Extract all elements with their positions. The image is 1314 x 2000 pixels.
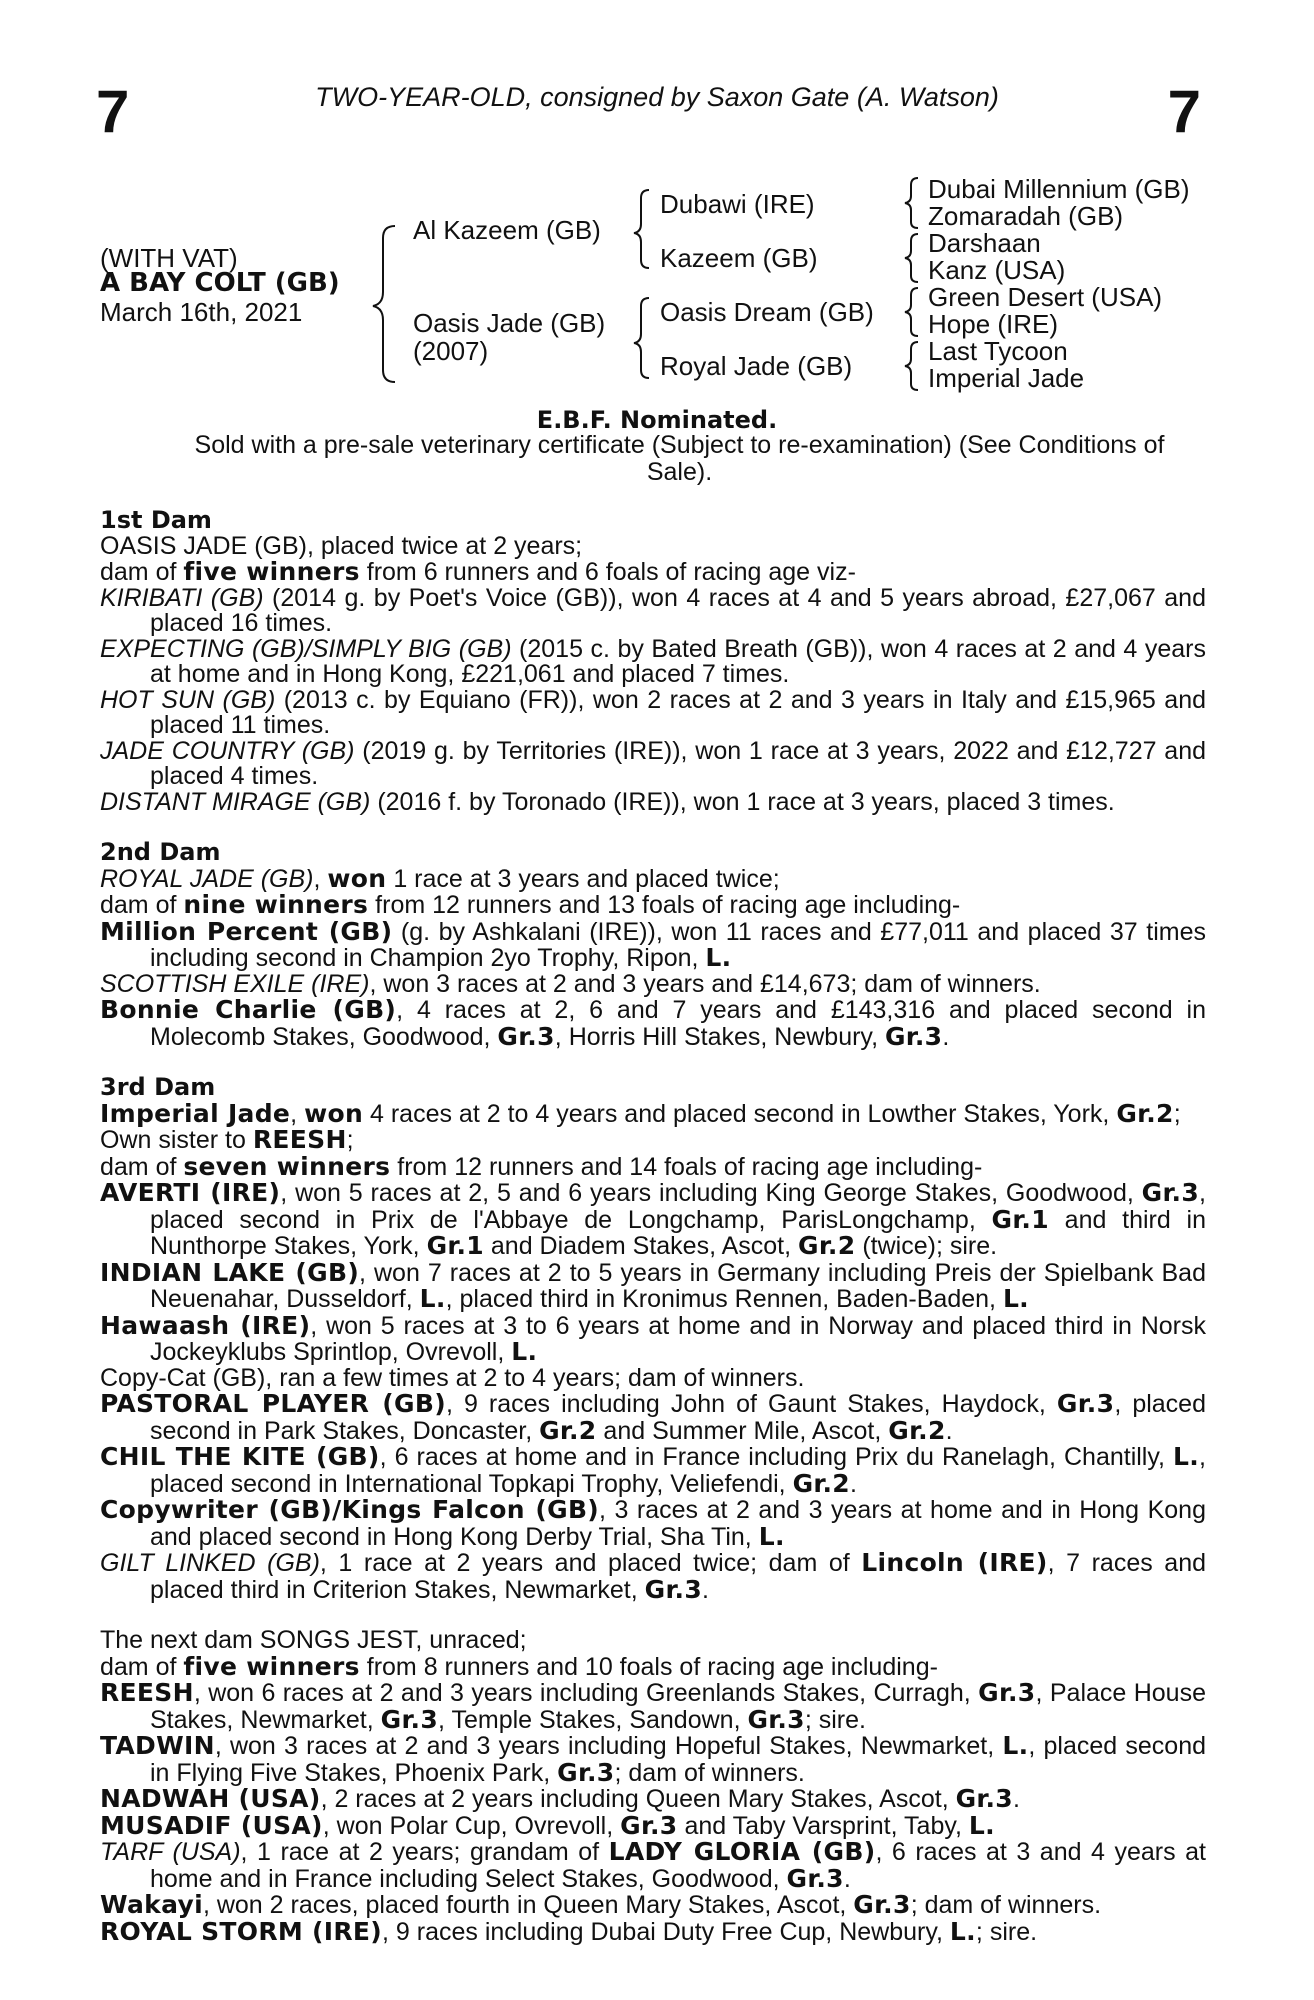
produce-entry: CHIL THE KITE (GB), 6 races at home and in France including Prix du Ranelagh, Chantilly, L., placed second in International Topkapi Trophy, Veliefendi, Gr.2. — [100, 1442, 1206, 1498]
second-dam-heading: 2nd Dam — [100, 838, 221, 866]
produce-entry: DISTANT MIRAGE (GB) (2016 f. by Toronado (IRE)), won 1 race at 3 years, placed 3 times. — [100, 787, 1115, 816]
pedigree-sire-sire: Dubawi (IRE) — [660, 189, 815, 219]
pedigree-ddd: Imperial Jade — [928, 363, 1085, 393]
lot-number-left: 7 — [96, 78, 130, 145]
pedigree-dam-dam: Royal Jade (GB) — [660, 351, 853, 381]
produce-entry: KIRIBATI (GB) (2014 g. by Poet's Voice (GB)), won 4 races at 4 and 5 years abroad, £27,067 and placed 16 times. — [100, 583, 1206, 637]
ebf-nominated: E.B.F. Nominated. — [536, 406, 778, 434]
brace-dd — [905, 342, 918, 390]
pedigree-ssd: Zomaradah (GB) — [928, 201, 1124, 231]
foaling-date: March 16th, 2021 — [100, 297, 303, 327]
brace-sire — [634, 190, 649, 268]
next-dam-line: The next dam SONGS JEST, unraced; — [100, 1626, 527, 1654]
third-dam-line: Imperial Jade, won 4 races at 2 to 4 years and placed second in Lowther Stakes, York, Gr.2; — [100, 1098, 1181, 1128]
first-dam-line: OASIS JADE (GB), placed twice at 2 years; — [100, 531, 583, 560]
own-sister-line: Own sister to REESH; — [100, 1125, 354, 1154]
page-header: TWO-YEAR-OLD, consigned by Saxon Gate (A. Watson) — [315, 82, 999, 112]
pedigree-dsd: Hope (IRE) — [928, 309, 1059, 339]
pedigree-sdd: Kanz (USA) — [928, 255, 1066, 285]
produce-entry: PASTORAL PLAYER (GB), 9 races including John of Gaunt Stakes, Haydock, Gr.3, placed second in Park Stakes, Doncaster, Gr.2 and Summer Mile, Ascot, Gr.2. — [100, 1389, 1206, 1445]
catalogue-body — [100, 508, 1206, 1945]
pedigree-dam: Oasis Jade (GB) — [413, 308, 606, 338]
first-dam-produce-line: dam of five winners from 6 runners and 6 foals of racing age viz- — [100, 557, 856, 586]
pedigree-dss: Green Desert (USA) — [928, 282, 1163, 312]
vat-note: (WITH VAT) — [100, 243, 238, 273]
produce-entry: Hawaash (IRE), won 5 races at 3 to 6 years at home and in Norway and placed third in Norsk Jockeyklubs Sprintlop, Ovrevoll, L. — [100, 1310, 1206, 1366]
second-dam-line: ROYAL JADE (GB), won 1 race at 3 years and placed twice; — [100, 863, 780, 893]
lot-number-right: 7 — [1167, 78, 1201, 145]
brace-ds — [905, 288, 918, 336]
brace-ss — [905, 178, 918, 228]
third-dam-produce-line: dam of seven winners from 12 runners and 14 foals of racing age including- — [100, 1151, 983, 1181]
pedigree-dam-year: (2007) — [413, 336, 489, 366]
second-dam-produce-line: dam of nine winners from 12 runners and 13 foals of racing age including- — [100, 890, 961, 919]
produce-entry: REESH, won 6 races at 2 and 3 years including Greenlands Stakes, Curragh, Gr.3, Palace House Stakes, Newmarket, Gr.3, Temple Stakes, Sandown, Gr.3; sire. — [100, 1678, 1206, 1734]
third-dam-heading: 3rd Dam — [100, 1073, 216, 1101]
produce-entry: TARF (USA), 1 race at 2 years; grandam of LADY GLORIA (GB), 6 races at 3 and 4 years at home and in France including Select Stakes, Goodwood, Gr.3. — [100, 1837, 1206, 1893]
produce-entry: AVERTI (IRE), won 5 races at 2, 5 and 6 years including King George Stakes, Goodwood, Gr.3, placed second in Prix de l'Abbaye de Longchamp, ParisLongchamp, Gr.1 and third in Nunthorpe Stakes, York, Gr.1 and Diadem Stakes, Ascot, Gr.2 (twice); sire. — [100, 1178, 1207, 1260]
brace-sd — [905, 234, 918, 282]
produce-entry: GILT LINKED (GB), 1 race at 2 years and placed twice; dam of Lincoln (IRE), 7 races and placed third in Criterion Stakes, Newmarket, Gr.3. — [100, 1548, 1207, 1604]
produce-entry: HOT SUN (GB) (2013 c. by Equiano (FR)), won 2 races at 2 and 3 years in Italy and £15,965 and placed 11 times. — [100, 685, 1206, 739]
produce-entry: ROYAL STORM (IRE), 9 races including Dubai Duty Free Cup, Newbury, L.; sire. — [100, 1916, 1038, 1946]
pedigree-dam-sire: Oasis Dream (GB) — [660, 297, 874, 327]
produce-entry: INDIAN LAKE (GB), won 7 races at 2 to 5 years in Germany including Preis der Spielbank Bad Neuenahar, Dusseldorf, L., placed third in Kronimus Rennen, Baden-Baden, L. — [100, 1257, 1206, 1313]
produce-entry: Million Percent (GB) (g. by Ashkalani (IRE)), won 11 races and £77,011 and placed 37 times including second in Champion 2yo Trophy, Ripon, L. — [100, 916, 1207, 972]
pedigree-sss: Dubai Millennium (GB) — [928, 174, 1190, 204]
produce-entry: JADE COUNTRY (GB) (2019 g. by Territories (IRE)), won 1 race at 3 years, 2022 and £12,727 and placed 4 times. — [100, 736, 1207, 790]
produce-entry: Bonnie Charlie (GB), 4 races at 2, 6 and 7 years and £143,316 and placed second in Molecomb Stakes, Goodwood, Gr.3, Horris Hill Stakes, Newbury, Gr.3. — [100, 995, 1206, 1051]
produce-entry: Copy-Cat (GB), ran a few times at 2 to 4 years; dam of winners. — [100, 1363, 805, 1392]
horse-name: A BAY COLT (GB) — [100, 268, 340, 298]
produce-entry: Wakayi, won 2 races, placed fourth in Queen Mary Stakes, Ascot, Gr.3; dam of winners. — [100, 1890, 1102, 1919]
pedigree-sire-dam: Kazeem (GB) — [660, 243, 818, 273]
vet-certificate-note: Sold with a pre-sale veterinary certificate (Subject to re-examination) (See Conditions of Sale). — [194, 431, 1165, 486]
first-dam-heading: 1st Dam — [100, 506, 212, 534]
produce-entry: MUSADIF (USA), won Polar Cup, Ovrevoll, Gr.3 and Taby Varsprint, Taby, L. — [100, 1810, 995, 1840]
produce-entry: TADWIN, won 3 races at 2 and 3 years including Hopeful Stakes, Newmarket, L., placed second in Flying Five Stakes, Phoenix Park, Gr.3; dam of winners. — [100, 1731, 1207, 1787]
brace-dam — [634, 298, 649, 378]
pedigree-dds: Last Tycoon — [928, 336, 1068, 366]
produce-entry: SCOTTISH EXILE (IRE), won 3 races at 2 and 3 years and £14,673; dam of winners. — [100, 969, 1041, 998]
produce-entry: EXPECTING (GB)/SIMPLY BIG (GB) (2015 c. by Bated Breath (GB)), won 4 races at 2 and 4 years at home and in Hong Kong, £221,061 and placed 7 times. — [100, 634, 1206, 688]
produce-entry: Copywriter (GB)/Kings Falcon (GB), 3 races at 2 and 3 years at home and in Hong Kong and placed second in Hong Kong Derby Trial, Sha Tin, L. — [100, 1495, 1206, 1551]
next-dam-produce-line: dam of five winners from 8 runners and 10 foals of racing age including- — [100, 1651, 938, 1681]
pedigree-sds: Darshaan — [928, 228, 1041, 258]
produce-entry: NADWAH (USA), 2 races at 2 years including Queen Mary Stakes, Ascot, Gr.3. — [100, 1784, 1020, 1813]
brace-gen1 — [373, 226, 395, 382]
pedigree-sire: Al Kazeem (GB) — [413, 215, 601, 245]
